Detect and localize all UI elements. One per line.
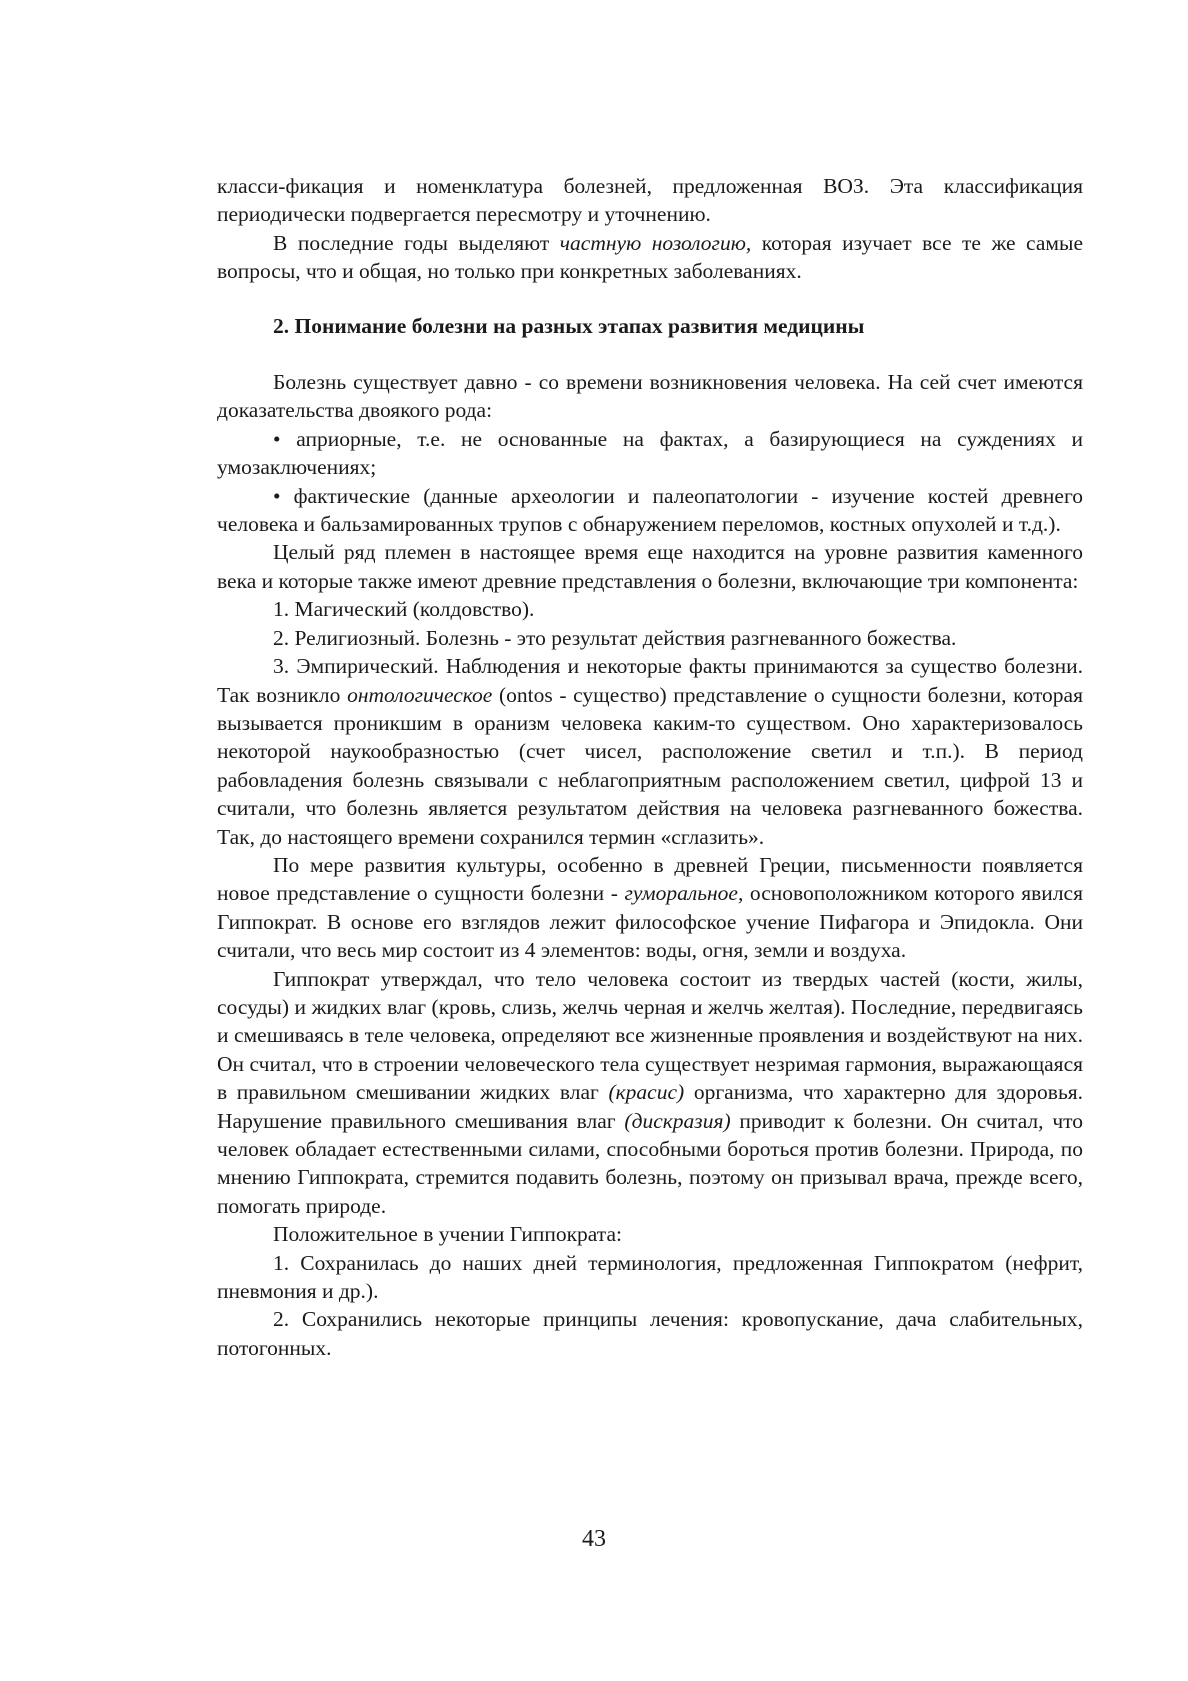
italic-term: (дискразия) xyxy=(624,1108,731,1133)
section-heading: 2. Понимание болезни на разных этапах развития медицины xyxy=(273,313,865,338)
paragraph-positive: Положительное в учении Гиппократа: xyxy=(273,1222,622,1247)
italic-term: частную нозологию, xyxy=(559,230,752,255)
text-run: 3. Эмпирический. Наблюдения и некоторые факты принимаются за существо болезни. Так возникло xyxy=(217,654,1083,707)
bullet-a-priori: • априорные, т.е. не основанные на фактах, а базирующиеся на суждениях и умозаключениях; xyxy=(217,426,1083,480)
text-run: основоположником которого явился Гиппократ. В основе его взглядов лежит философское учение Пифагора и Эпидокла. Они считали, что весь мир состоит из 4 элементов: воды, огня, земли и воздуха. xyxy=(217,881,1083,963)
italic-term: онтологическое xyxy=(347,682,493,707)
paragraph-classification: класси-фикация и номенклатура болезней, предложенная ВОЗ. Эта классификация периодически подвергается пересмотру и уточнению. xyxy=(217,174,1083,227)
spacer xyxy=(217,286,1083,312)
text-run: которая изучает все те же самые вопросы, что и общая, но только при конкретных заболеваниях. xyxy=(217,230,1083,284)
bullet-factual: • фактические (данные археологии и палеопатологии - изучение костей древнего человека и бальзамированных трупов с обнаружением переломов, костных опухолей и т.д.). xyxy=(217,483,1083,537)
italic-term: (красис) xyxy=(608,1080,685,1105)
text-run: организма, что характерно для здоровья. Нарушение правильного смешивания влаг xyxy=(217,1080,1084,1133)
document-page xyxy=(217,172,1083,1362)
text-run: (ontos - существо) представление о сущности болезни, которая вызывается проникшим в оранизм человека каким-то существом. Оно характеризовалось некоторой наукообразностью (счет чисел, расположение светил и т.п.). В период рабовладения болезнь связывали с неблагоприятным расположением светил, цифрой 13 и считали, что болезнь является результатом действия на человека разгневанного божества. Так, до настоящего времени сохранился термин «сглазить». xyxy=(217,682,1083,849)
list-item-terminology: 1. Сохранилась до наших дней терминология, предложенная Гиппократом (нефрит, пневмония и др.). xyxy=(217,1250,1083,1304)
page-number: 43 xyxy=(582,1526,606,1552)
list-item-religious: 2. Религиозный. Болезнь - это результат действия разгневанного божества. xyxy=(273,625,957,650)
paragraph-tribes: Целый ряд племен в настоящее время еще находится на уровне развития каменного века и которые также имеют древние представления о болезни, включающие три компонента: xyxy=(217,540,1083,593)
spacer xyxy=(217,340,1083,368)
text-run: Гиппократ утверждал, что тело человека состоит из твердых частей (кости, жилы, сосуды) и жидких влаг (кровь, слизь, желчь черная и желчь желтая). Последние, передвигаясь и смешиваясь в теле человека, определяют все жизненные проявления и воздействуют на них. Он считал, что в строении человеческого тела существует незримая гармония, выражающаяся в правильном смешивании жидких влаг xyxy=(217,966,1083,1105)
paragraph-disease-history: Болезнь существует давно - со времени возникновения человека. На сей счет имеются доказательства двоякого рода: xyxy=(217,370,1083,423)
text-run: По мере развития культуры, особенно в древней Греции, письменности появляется новое представление о сущности болезни - xyxy=(217,852,1083,906)
paragraph-private-nosology xyxy=(217,229,1083,286)
text-run: В последние годы выделяют xyxy=(273,230,560,255)
italic-term: гуморальное, xyxy=(624,881,744,906)
list-item-treatment: 2. Сохранились некоторые принципы лечения: кровопускание, дача слабительных, потогонных. xyxy=(217,1307,1083,1360)
list-item-magic: 1. Магический (колдовство). xyxy=(273,597,535,622)
paragraph-humoral xyxy=(217,851,1083,965)
text-run: приводит к болезни. Он считал, что человек обладает естественными силами, способными бороться против болезни. Природа, по мнению Гиппократа, стремится подавить болезнь, поэтому он призывал врача, прежде всего, помогать природе. xyxy=(217,1108,1083,1218)
paragraph-hippocrates xyxy=(217,965,1083,1221)
list-item-empirical xyxy=(217,652,1083,851)
